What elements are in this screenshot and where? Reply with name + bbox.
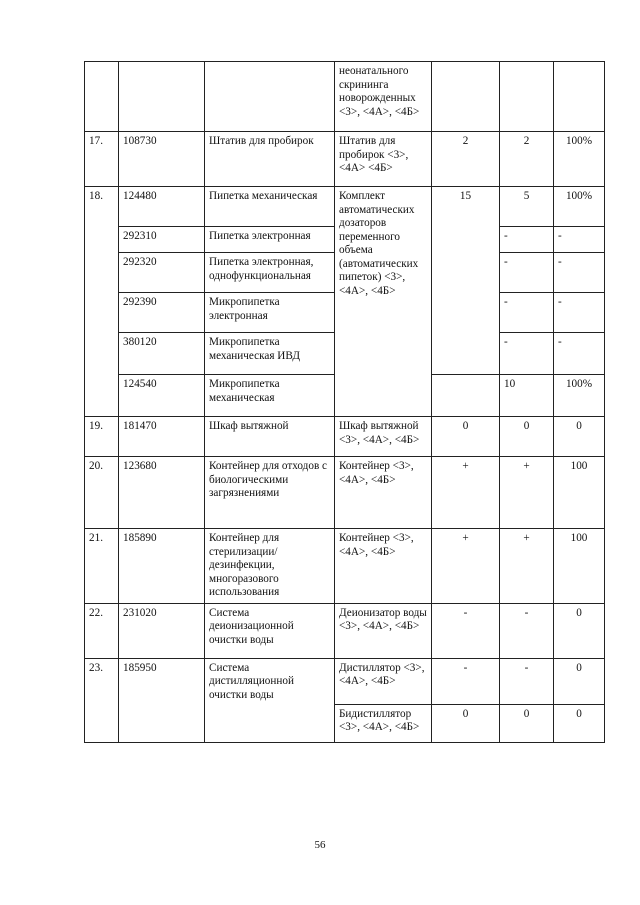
table-row [85, 658, 605, 704]
value-a: + [432, 529, 500, 604]
value-c: 0 [554, 658, 605, 704]
equipment-cell: Бидистиллятор <3>, <4А>, <4Б> [335, 704, 432, 742]
value-b: 5 [500, 187, 554, 227]
row-number: 19. [85, 417, 119, 457]
equipment-cell: неонатального скрининга новорожденных <3>, <4А>, <4Б> [335, 62, 432, 132]
value-c: 100% [554, 375, 605, 417]
name-cell: Контейнер для стерилизации/дезинфекции, многоразового использования [205, 529, 335, 604]
code-cell: 292320 [119, 253, 205, 293]
code-cell: 292310 [119, 227, 205, 253]
code-cell: 185950 [119, 658, 205, 742]
value-a: 2 [432, 132, 500, 187]
table-row [85, 529, 605, 604]
code-cell: 231020 [119, 603, 205, 658]
value-b: - [500, 658, 554, 704]
name-cell: Контейнер для отходов с биологическими загрязнениями [205, 457, 335, 529]
equipment-cell: Контейнер <3>, <4А>, <4Б> [335, 529, 432, 604]
value-b: - [500, 253, 554, 293]
code-cell: 185890 [119, 529, 205, 604]
code-cell: 292390 [119, 293, 205, 333]
row-number: 18. [85, 187, 119, 417]
code-cell: 124540 [119, 375, 205, 417]
value-c: 0 [554, 704, 605, 742]
name-cell: Шкаф вытяжной [205, 417, 335, 457]
value-b: + [500, 529, 554, 604]
name-cell: Микропипетка механическая ИВД [205, 333, 335, 375]
row-number: 23. [85, 658, 119, 742]
table-row [85, 62, 605, 132]
name-cell: Пипетка электронная [205, 227, 335, 253]
value-c: - [554, 227, 605, 253]
equipment-cell: Штатив для пробирок <3>, <4А> <4Б> [335, 132, 432, 187]
value-a: - [432, 603, 500, 658]
equipment-cell: Дистиллятор <3>, <4А>, <4Б> [335, 658, 432, 704]
table-row [85, 603, 605, 658]
table-row [85, 417, 605, 457]
name-cell: Пипетка механическая [205, 187, 335, 227]
row-number: 22. [85, 603, 119, 658]
value-b: + [500, 457, 554, 529]
value-c: 100 [554, 457, 605, 529]
row-number-cell [85, 62, 119, 132]
name-cell [205, 62, 335, 132]
table-row [85, 457, 605, 529]
value-b: - [500, 603, 554, 658]
code-cell: 124480 [119, 187, 205, 227]
value-c: - [554, 253, 605, 293]
row-number: 20. [85, 457, 119, 529]
code-cell [119, 62, 205, 132]
value-b: 0 [500, 417, 554, 457]
value-a: - [432, 658, 500, 704]
equipment-cell: Шкаф вытяжной <3>, <4А>, <4Б> [335, 417, 432, 457]
value-c: 0 [554, 603, 605, 658]
value-c: 100% [554, 187, 605, 227]
value-c: 100 [554, 529, 605, 604]
value-b: - [500, 293, 554, 333]
value-c: - [554, 333, 605, 375]
name-cell: Штатив для пробирок [205, 132, 335, 187]
name-cell: Микропипетка электронная [205, 293, 335, 333]
row-number: 21. [85, 529, 119, 604]
value-b: 10 [500, 375, 554, 417]
value-b: 0 [500, 704, 554, 742]
value-c: 100% [554, 132, 605, 187]
equipment-table [84, 61, 605, 743]
code-cell: 181470 [119, 417, 205, 457]
equipment-cell: Деионизатор воды <3>, <4А>, <4Б> [335, 603, 432, 658]
value-b: 2 [500, 132, 554, 187]
equipment-cell: Комплект автоматических дозаторов переменного объема (автоматических пипеток) <3>, <4А>, <4Б> [335, 187, 432, 417]
name-cell: Система деионизационной очистки воды [205, 603, 335, 658]
equipment-cell: Контейнер <3>, <4А>, <4Б> [335, 457, 432, 529]
name-cell: Пипетка электронная, однофункциональная [205, 253, 335, 293]
code-cell: 123680 [119, 457, 205, 529]
value-c: 0 [554, 417, 605, 457]
code-cell: 108730 [119, 132, 205, 187]
row-number: 17. [85, 132, 119, 187]
page-number: 56 [314, 839, 326, 851]
name-cell: Микропипетка механическая [205, 375, 335, 417]
value-a: + [432, 457, 500, 529]
value-a: 0 [432, 704, 500, 742]
value-c: - [554, 293, 605, 333]
table-row [85, 132, 605, 187]
value-a: 15 [432, 187, 500, 375]
code-cell: 380120 [119, 333, 205, 375]
name-cell: Система дистилляционной очистки воды [205, 658, 335, 742]
value-a: 0 [432, 417, 500, 457]
value-b: - [500, 333, 554, 375]
table-row [85, 187, 605, 227]
value-b: - [500, 227, 554, 253]
